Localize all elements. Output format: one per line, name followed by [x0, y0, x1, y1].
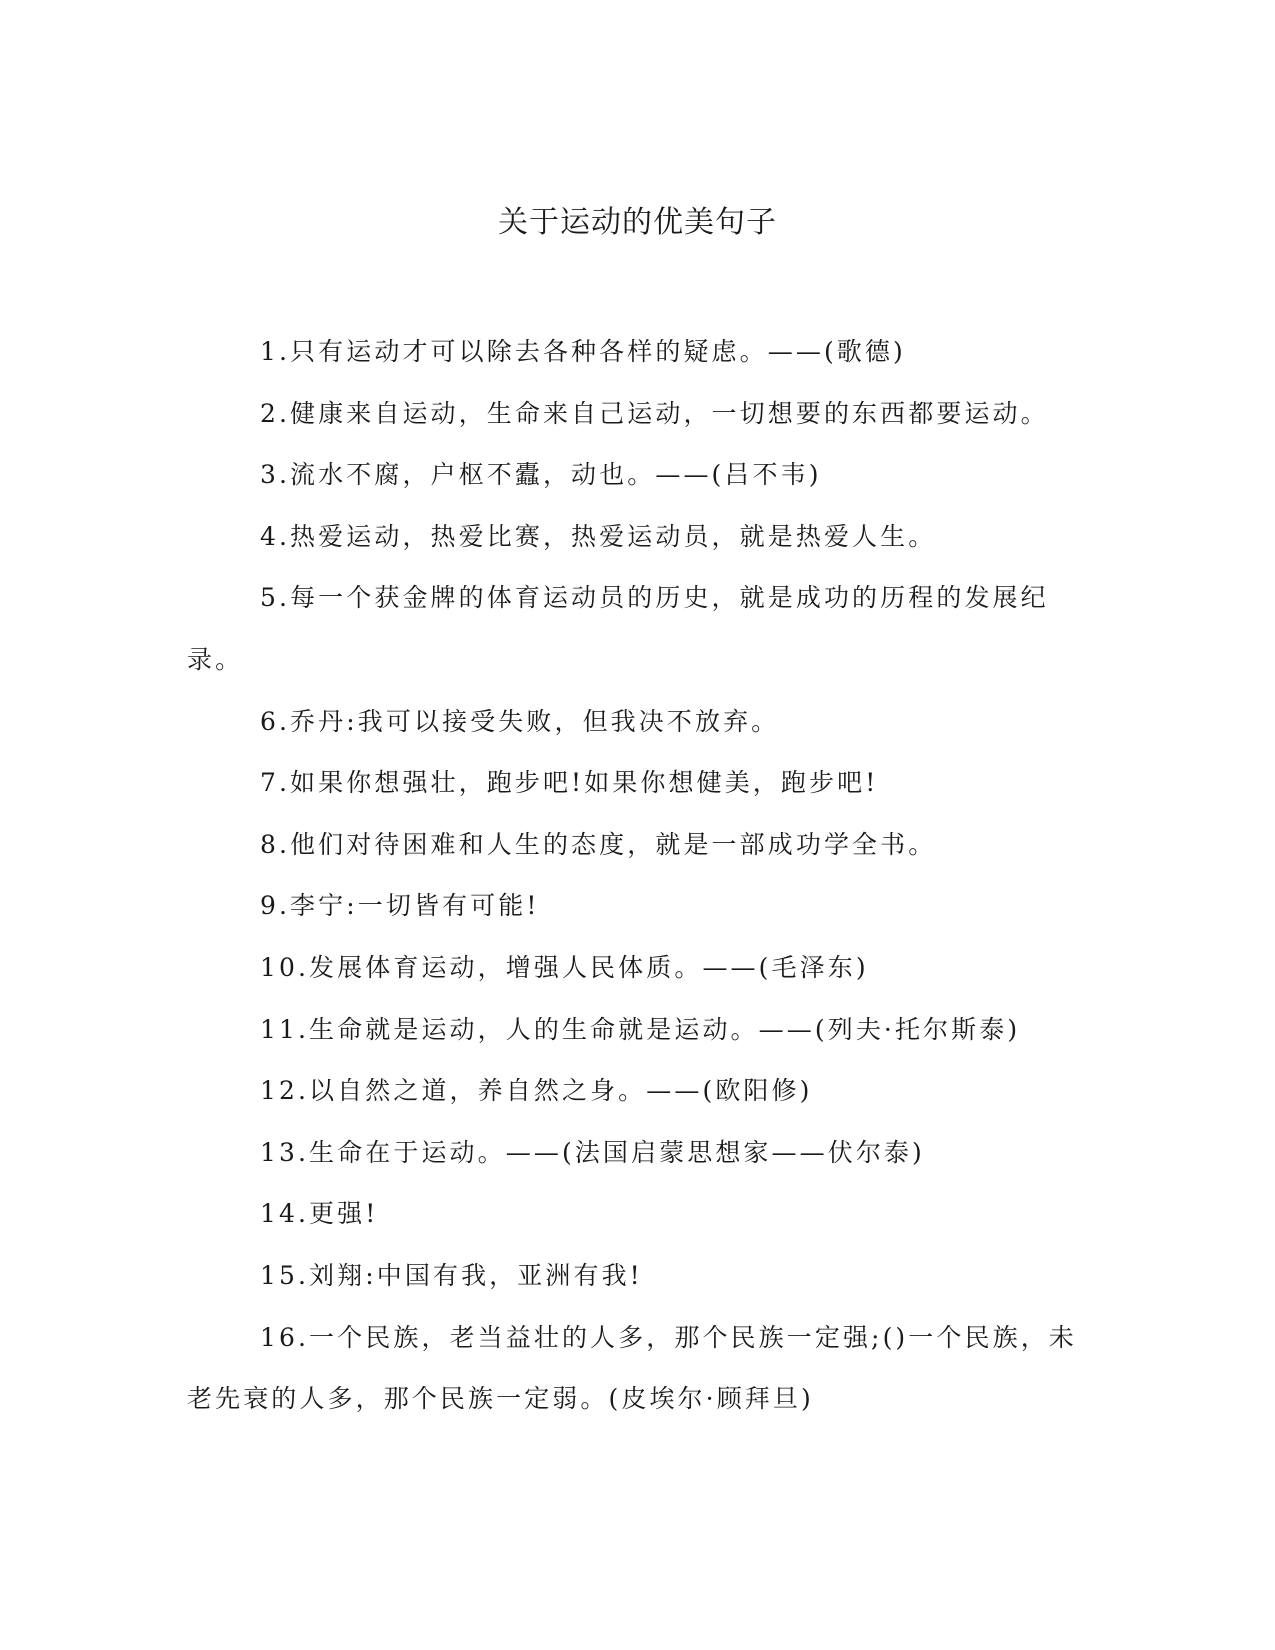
- quote-paragraph-4: 4.热爱运动，热爱比赛，热爱运动员，就是热爱人生。: [260, 521, 937, 551]
- quote-paragraph-14: 14.更强!: [260, 1199, 379, 1229]
- quote-paragraph-2: 2.健康来自运动，生命来自己运动，一切想要的东西都要运动。: [260, 398, 1049, 428]
- document-body: [187, 321, 1087, 1430]
- quote-paragraph-3: 3.流水不腐，户枢不蠹，动也。——(吕不韦): [260, 460, 822, 490]
- quote-paragraph-9: 9.李宁:一切皆有可能!: [260, 891, 540, 921]
- quote-paragraph-12: 12.以自然之道，养自然之身。——(欧阳修): [260, 1076, 813, 1106]
- quote-paragraph-13: 13.生命在于运动。——(法国启蒙思想家——伏尔泰): [260, 1137, 925, 1167]
- document-title: 关于运动的优美句子: [498, 205, 777, 240]
- quote-paragraph-10: 10.发展体育运动，增强人民体质。——(毛泽东): [260, 952, 869, 982]
- quote-paragraph-16: 16.一个民族，老当益壮的人多，那个民族一定强;()一个民族，未老先衰的人多，那个民族一定弱。(皮埃尔·顾拜旦): [187, 1322, 1077, 1414]
- quote-paragraph-6: 6.乔丹:我可以接受失败，但我决不放弃。: [260, 706, 780, 736]
- quote-paragraph-7: 7.如果你想强壮，跑步吧!如果你想健美，跑步吧!: [260, 768, 879, 798]
- quote-paragraph-15: 15.刘翔:中国有我，亚洲有我!: [260, 1260, 643, 1290]
- quote-paragraph-11: 11.生命就是运动，人的生命就是运动。——(列夫·托尔斯泰): [260, 1014, 1021, 1044]
- quote-paragraph-8: 8.他们对待困难和人生的态度，就是一部成功学全书。: [260, 829, 937, 859]
- quote-paragraph-5: 5.每一个获金牌的体育运动员的历史，就是成功的历程的发展纪录。: [187, 583, 1049, 674]
- quote-paragraph-1: 1.只有运动才可以除去各种各样的疑虑。——(歌德): [260, 337, 906, 366]
